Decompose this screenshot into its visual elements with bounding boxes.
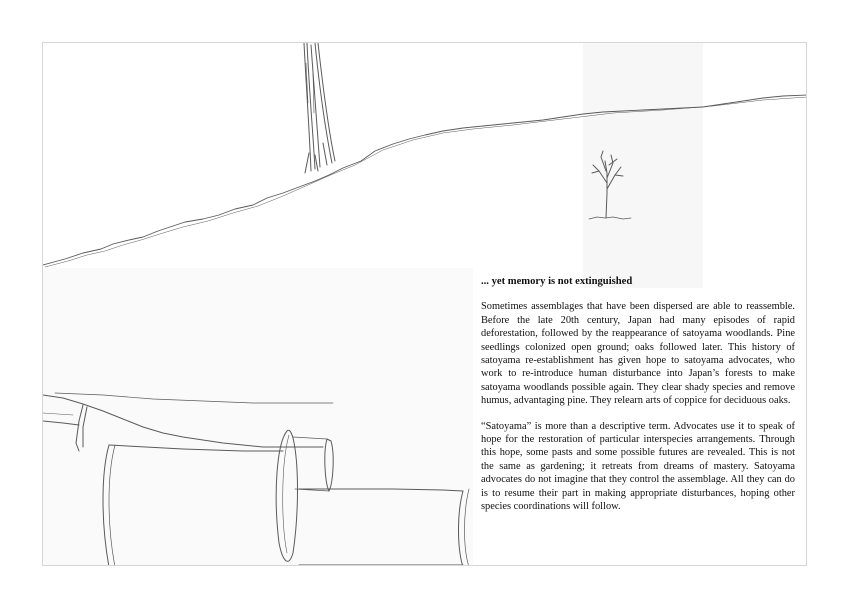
- paragraph-2: “Satoyama” is more than a descriptive term. Advocates use it to speak of hope for the restoration of particular interspecies arrangements. Through this hope, some pasts and some possible futures are revealed. This is not the same as gardening; it retreats from dreams of mastery. Satoyama advocates do not imagine that they control the assemblage. All they can do is to resume their part in making appropriate disturbances, hoping other species coordinations will follow.: [481, 420, 795, 513]
- section-heading: ... yet memory is not extinguished: [481, 276, 633, 287]
- text-column: [481, 275, 795, 526]
- tree-trunk: [304, 43, 335, 173]
- paragraph-1: Sometimes assemblages that have been dispersed are able to reassemble. Before the late 20th century, Japan had many episodes of rapid deforestation, followed by the reappearance of satoyama woodlands. Pine seedlings colonized open ground; oaks followed later. This history of satoyama re-establishment has given hope to satoyama advocates, who work to re-introduce human disturbance into Japan’s forests to make satoyama woodlands possible again. They clear shady species and remove humus, advantaging pine. They relearn arts of coppice for deciduous oaks.: [481, 301, 795, 407]
- page-frame: [42, 42, 807, 566]
